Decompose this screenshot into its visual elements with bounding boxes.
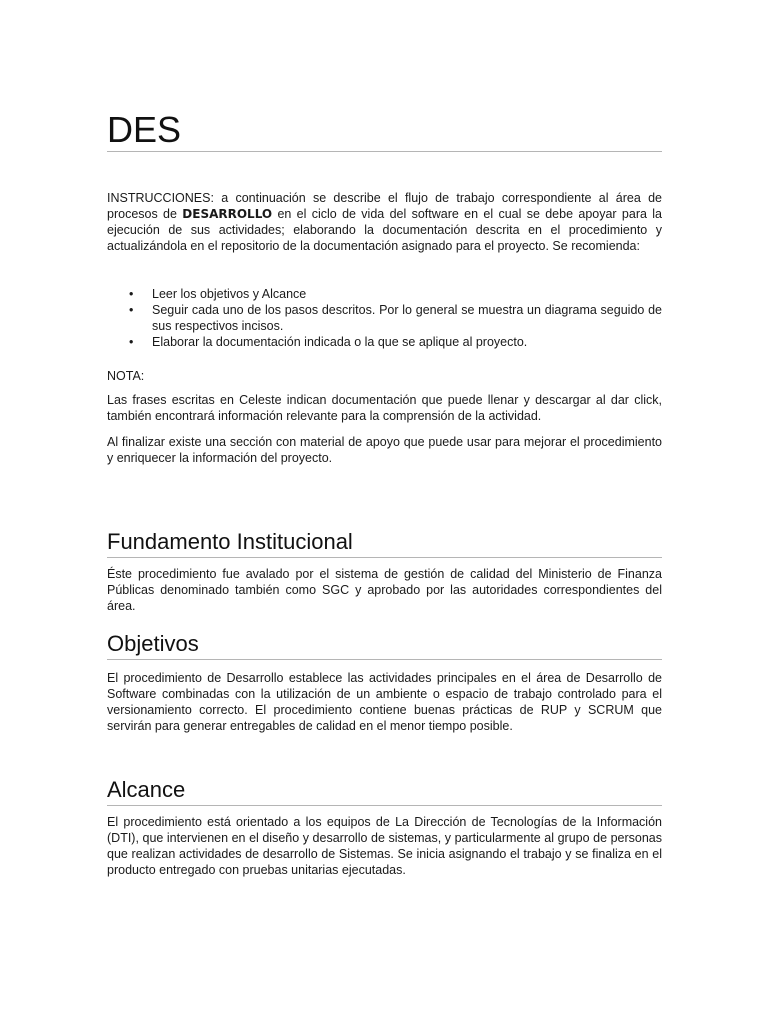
list-item [129,302,662,334]
objetivos-body-block [107,670,662,734]
instructions-lead-text: INSTRUCCIONES: a continuación se describe el flujo de trabajo correspondiente al área de procesos de [107,191,662,221]
fundamento-body: Éste procedimiento fue avalado por el sistema de gestión de calidad del Ministerio de Finanza Públicas denominado también como SGC y aprobado por las autoridades correspondientes del área. [107,567,662,613]
nota-paragraph-2: Al finalizar existe una sección con material de apoyo que puede usar para mejorar el procedimiento y enriquecer la información del proyecto. [107,435,662,465]
list-item-text: Elaborar la documentación indicada o la que se aplique al proyecto. [152,335,528,349]
bullet-icon: • [129,303,134,317]
instructions-paragraph [107,190,662,254]
section-heading-alcance: Alcance [107,777,186,802]
bullet-icon: • [129,287,134,301]
section-heading-fundamento: Fundamento Institucional [107,529,353,554]
objetivos-body: El procedimiento de Desarrollo establece las actividades principales en el área de Desarrollo de Software combinadas con la utilización de un ambiente o espacio de trabajo controlado para el versionamiento correcto. El procedimiento contiene buenas prácticas de RUP y SCRUM que servirán para generar entregables de calidad en el menor tiempo posible. [107,671,662,733]
instructions-rest-text: en el ciclo de vida del software en el cual se debe apoyar para la ejecución de sus actividades; elaborando la documentación descrita en el procedimiento y actualizándola en el repositorio de la documentación asignado para el proyecto. Se recomienda: [107,207,662,253]
section-divider [107,659,662,660]
process-name-bold: DESARROLLO [182,207,273,221]
recommendations-list [107,286,662,350]
section-divider [107,557,662,558]
alcance-body: El procedimiento está orientado a los equipos de La Dirección de Tecnologías de la Información (DTI), que intervienen en el diseño y desarrollo de sistemas, y particularmente al grupo de personas que realizan actividades de desarrollo de Sistemas. Se inicia asignando el trabajo y se finaliza en el producto entregado con pruebas unitarias ejecutadas. [107,815,662,877]
nota-paragraph-1-block [107,392,662,424]
recommendations-list-block [107,286,662,350]
section-divider [107,805,662,806]
list-item-text: Leer los objetivos y Alcance [152,287,307,301]
bullet-icon: • [129,335,134,349]
section-heading-objetivos: Objetivos [107,631,199,656]
list-item [129,334,662,350]
fundamento-body-block [107,566,662,614]
nota-paragraph-1: Las frases escritas en Celeste indican documentación que puede llenar y descargar al dar click, también encontrará información relevante para la comprensión de la actividad. [107,393,662,423]
alcance-body-block [107,814,662,878]
nota-paragraph-2-block [107,434,662,466]
title-divider [107,151,662,152]
nota-label: NOTA: [107,369,145,383]
nota-block [107,368,662,384]
document-title: DES [107,109,182,150]
list-item-text: Seguir cada uno de los pasos descritos. Por lo general se muestra un diagrama seguido de sus respectivos incisos. [152,303,662,333]
list-item [129,286,662,302]
instructions-block [107,190,662,254]
